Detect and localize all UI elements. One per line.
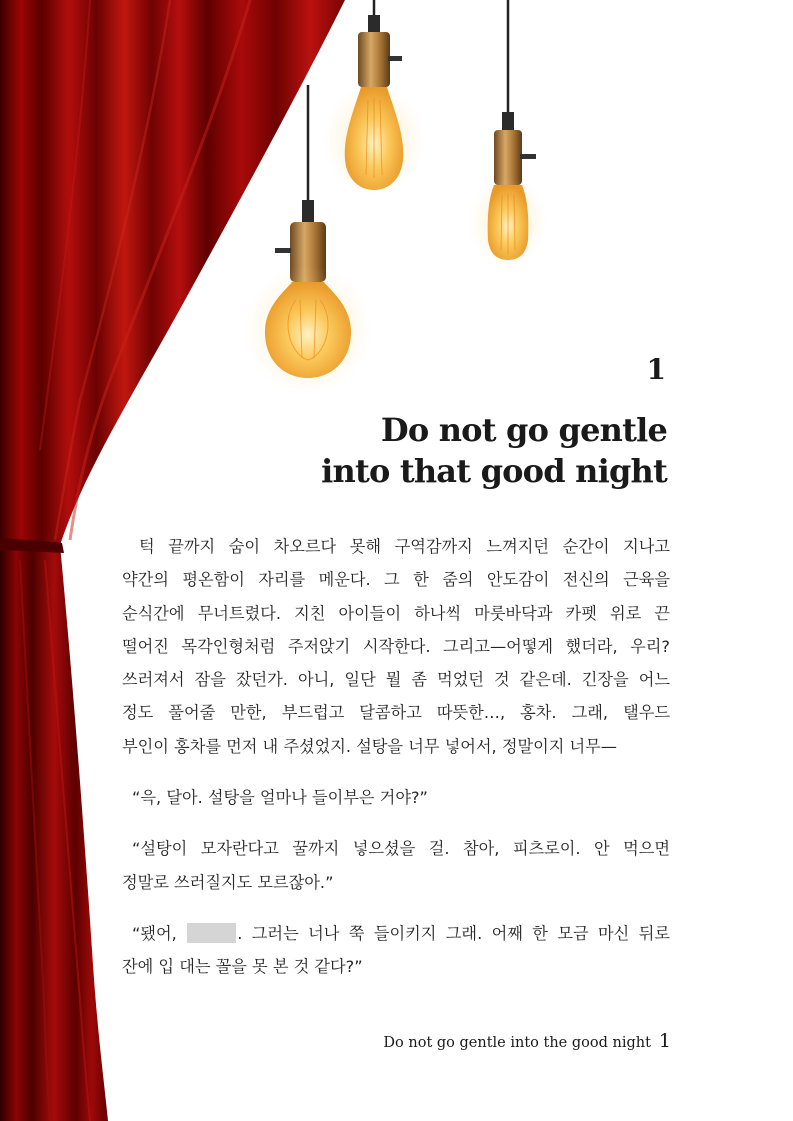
dialogue-line: 잔에 입 대는 꼴을 못 본 것 같다?” [122,957,363,977]
chapter-title [247,410,667,492]
text-line: 부인이 홍차를 먼저 내 주셨었지. 설탕을 너무 넣어서, 정말이지 너무— [122,736,617,756]
text-line: 순식간에 무너트렸다. 지친 아이들이 하나씩 마룻바닥과 카펫 위로 끈 [122,603,670,623]
text-line: 정도 풀어줄 만한, 부드럽고 달콤하고 따뜻한…, 홍차. 그래, 탤우드 [122,703,670,723]
redacted-name-box [187,923,236,943]
page-number: 1 [658,1030,671,1052]
dialogue-fragment: . 그러는 너나 쭉 들이키지 그래. 어째 한 모금 마신 뒤로 [237,923,671,943]
dialogue-line: “윽, 달아. 설탕을 얼마나 들이부은 거야?” [132,788,428,808]
chapter-number: 1 [646,353,666,386]
chapter-title-line-2: into that good night [321,452,667,490]
text-line: 약간의 평온함이 자리를 메운다. 그 한 줌의 안도감이 전신의 근육을 [122,570,670,590]
chapter-title-line-1: Do not go gentle [380,411,667,449]
text-line: 턱 끝까지 숨이 차오르다 못해 구역감까지 느껴지던 순간이 지나고 [139,537,670,556]
body-text [122,530,670,984]
page-footer [383,1030,671,1052]
text-line: 쓰러져서 잠을 잤던가. 아니, 일단 뭘 좀 먹었던 것 같은데. 긴장을 어느 [122,670,670,690]
dialogue-line [122,917,670,950]
running-title: Do not go gentle into the good night [383,1035,651,1051]
text-line: 떨어진 목각인형처럼 주저앉기 시작한다. 그리고—어떻게 했더라, 우리? [122,636,670,656]
bulb-icon [470,0,546,267]
dialogue-fragment: “됐어, [132,923,177,943]
dialogue-line: “설탕이 모자란다고 꿀까지 넣으셨을 걸. 참아, 피츠로이. 안 먹으면 [132,839,670,859]
dialogue-line: 정말로 쓰러질지도 모르잖아.” [122,872,334,892]
bulb-icon [324,0,424,195]
